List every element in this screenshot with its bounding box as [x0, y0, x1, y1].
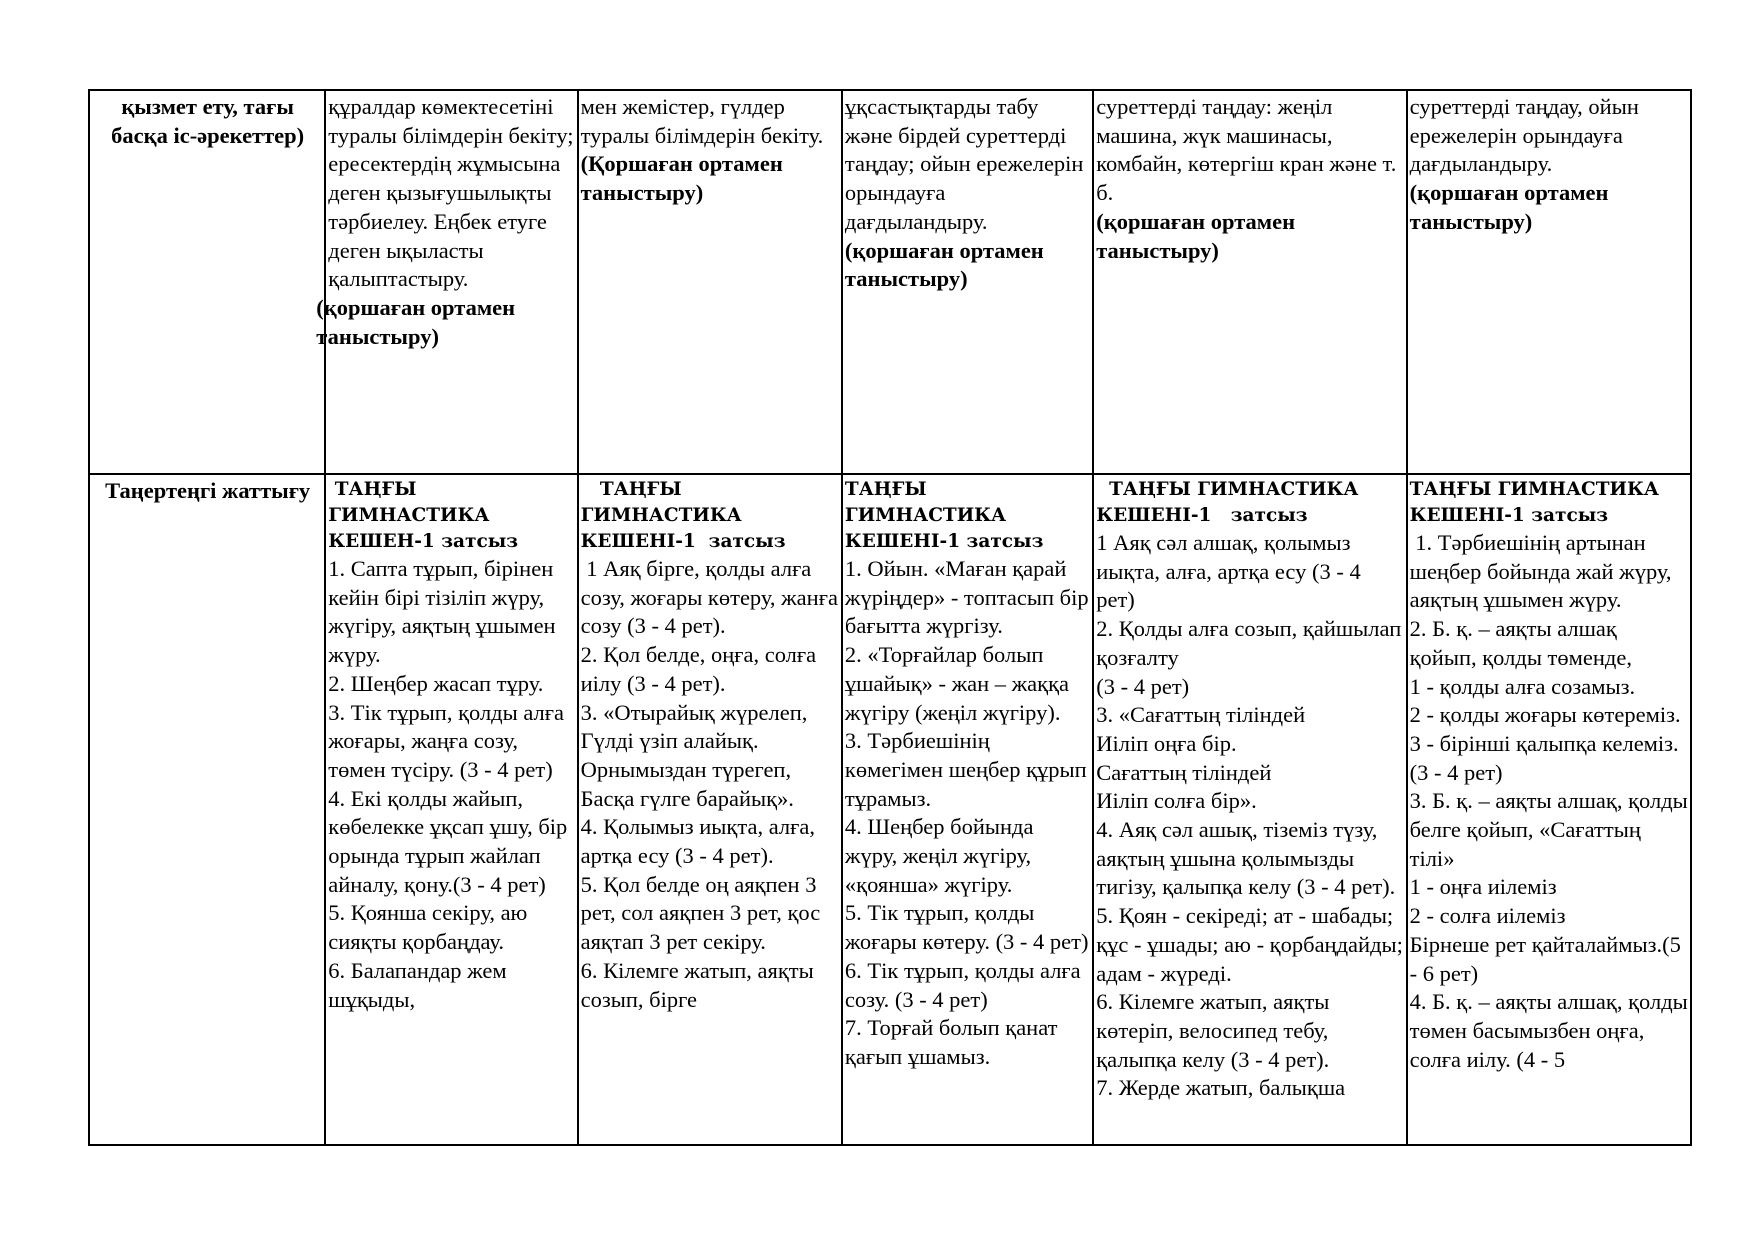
table-cell	[325, 474, 577, 1145]
table-cell	[842, 474, 1093, 1145]
cell-subject-tag: (қоршаған ортамен таныстыру)	[1409, 180, 1609, 234]
cell-heading: ТАҢҒЫ ГИМНАСТИКА КЕШЕНІ-1 затсыз	[580, 479, 786, 552]
table-cell	[316, 90, 580, 474]
cell-subject-tag: (қоршаған ортамен таныстыру)	[316, 294, 516, 349]
row-label-text: Таңертеңгі жаттығу	[105, 478, 311, 503]
cell-text: 1 Аяқ бірге, қолды алға созу, жоғары көтеру, жанға созу (3 - 4 рет). 2. Қол белде, оңға, солға иілу (3 - 4 рет). 3. «Отырайық жүрелеп, Гүлді үзіп алайық. Орнымыздан түрегеп, Басқа гүлге барайық». 4. Қолымыз иықта, алға, артқа есу (3 - 4 рет). 5. Қол белде оң аяқпен 3 рет, сол аяқпен 3 рет, қос аяқтап 3 рет секіру. 6. Кілемге жатып, аяқты созып, бірге	[580, 556, 838, 1012]
table-cell	[1407, 90, 1691, 474]
lesson-plan-table	[88, 89, 1692, 1146]
table-cell	[842, 90, 1093, 474]
cell-heading: ТАҢҒЫ ГИМНАСТИКА КЕШЕН-1 затсыз	[328, 479, 519, 552]
table-row	[89, 474, 1691, 1145]
cell-subject-tag: (қоршаған ортамен таныстыру)	[844, 237, 1044, 292]
cell-text: 1 Аяқ сәл алшақ, қолымыз иықта, алға, артқа есу (3 - 4 рет) 2. Қолды алға созып, қайшылап қозғалту (3 - 4 рет) 3. «Сағаттың тіліндей Иіліп оңға бір. Сағаттың тіліндей Иіліп солға бір». 4. Аяқ сәл ашық, тіземіз түзу, аяқтың ұшына қолымызды тигізу, қалыпқа келу (3 - 4 рет). 5. Қоян - секіреді; ат - шабады; құс - ұшады; аю - қорбаңдайды; адам - жүреді. 6. Кілемге жатып, аяқты көтеріп, велосипед тебу, қалыпқа келу (3 - 4 рет). 7. Жерде жатып, балықша	[1096, 530, 1403, 1101]
table-cell	[1407, 474, 1691, 1145]
cell-subject-tag: (Қоршаған ортамен таныстыру)	[580, 151, 783, 206]
table-cell	[578, 474, 842, 1145]
cell-heading: ТАҢҒЫ ГИМНАСТИКА КЕШЕНІ-1 затсыз	[844, 479, 1044, 552]
cell-text: құралдар көмектесетіні туралы білімдерін бекіту; ересектердің жұмысына деген қызығушылықты тәрбиелеу. Еңбек етуге деген ықыласты қалыптастыру.	[328, 94, 580, 292]
row-label	[89, 90, 325, 474]
cell-text: ұқсастықтарды табу және бірдей суреттерді таңдау; ойын ережелерін орындауға дағдыландыру.	[844, 94, 1090, 234]
cell-text: суреттерді таңдау, ойын ережелерін орындауға дағдыландыру.	[1409, 94, 1645, 177]
table-row	[89, 90, 1691, 474]
row-label	[89, 474, 325, 1145]
table-cell	[578, 90, 842, 474]
table-cell	[1093, 474, 1406, 1145]
cell-text: 1. Сапта тұрып, бірінен кейін бірі тізіліп жүру, жүгіру, аяқтың ұшымен жүру. 2. Шеңбер жасап тұру. 3. Тік тұрып, қолды алға жоғары, жаңға созу, төмен түсіру. (3 - 4 рет) 4. Екі қолды жайып, көбелекке ұқсап ұшу, бір орында тұрып жайлап айналу, қону.(3 - 4 рет) 5. Қоянша секіру, аю сияқты қорбаңдау. 6. Балапандар жем шұқыды,	[328, 556, 568, 1012]
cell-heading: ТАҢҒЫ ГИМНАСТИКА КЕШЕНІ-1 затсыз	[1096, 479, 1359, 526]
cell-text: 1. Тәрбиешінің артынан шеңбер бойында жай жүру, аяқтың ұшымен жүру. 2. Б. қ. – аяқты алшақ қойып, қолды төменде, 1 - қолды алға созамыз. 2 - қолды жоғары көтереміз. 3 - бірінші қалыпқа келеміз. (3 - 4 рет) 3. Б. қ. – аяқты алшақ, қолды белге қойып, «Сағаттың тілі» 1 - оңға иілеміз 2 - солға иілеміз Бірнеше рет қайталаймыз.(5 - 6 рет) 4. Б. қ. – аяқты алшақ, қолды төмен басымызбен оңға, солға иілу. (4 - 5	[1409, 530, 1688, 1072]
cell-text: мен жемістер, гүлдер туралы білімдерін бекіту.	[580, 94, 824, 148]
row-label-text: қызмет ету, тағы басқа іс-әрекеттер)	[111, 94, 305, 148]
cell-subject-tag: (қоршаған ортамен таныстыру)	[1096, 208, 1296, 263]
cell-text: суреттерді таңдау: жеңіл машина, жүк машинасы, комбайн, көтергіш кран және т. б.	[1096, 94, 1402, 206]
cell-heading: ТАҢҒЫ ГИМНАСТИКА КЕШЕНІ-1 затсыз	[1409, 479, 1659, 526]
table-cell	[1093, 90, 1406, 474]
cell-text: 1. Ойын. «Маған қарай жүріңдер» - топтасып бір бағытта жүргізу. 2. «Торғайлар болып ұшайық» - жан – жаққа жүгіру (жеңіл жүгіру). 3. Тәрбиешінің көмегімен шеңбер құрып тұрамыз. 4. Шеңбер бойында жүру, жеңіл жүгіру, «қоянша» жүгіру. 5. Тік тұрып, қолды жоғары көтеру. (3 - 4 рет) 6. Тік тұрып, қолды алға созу. (3 - 4 рет) 7. Торғай болып қанат қағып ұшамыз.	[844, 556, 1089, 1069]
